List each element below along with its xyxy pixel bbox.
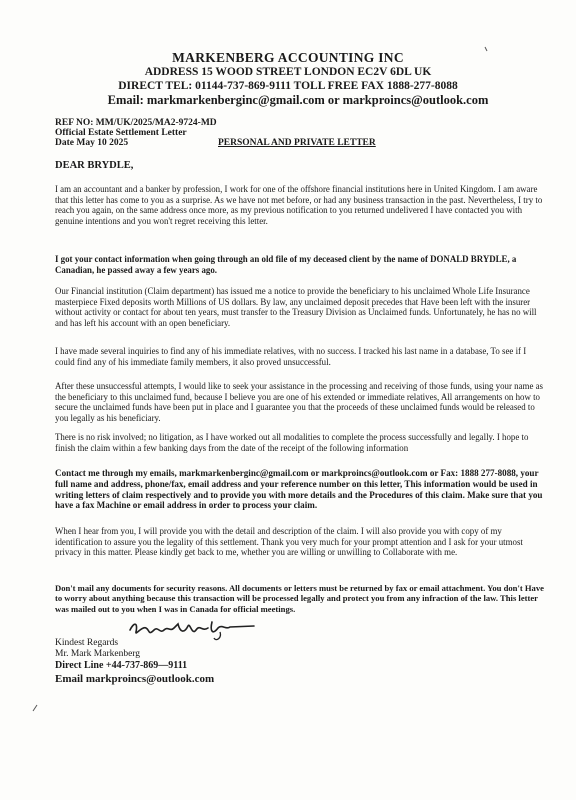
- company-phones: DIRECT TEL: 01144-737-869-9111 TOLL FREE FAX 1888-277-8088: [118, 80, 458, 92]
- paragraph-no-risk: There is no risk involved; no litigation, as I have worked out all modalities to complete the process successfully and legally. I hope to finish the claim within a few banking days from the date of the receipt of the following information: [55, 432, 529, 453]
- sender-name: Mr. Mark Markenberg: [55, 649, 141, 659]
- paragraph-intro: I am an accountant and a banker by profession, I work for one of the offshore financial institutions here in United Kingdom. I am aware that this letter has come to you as a surprise. As we have not met before, or had any business transaction in the past. Nevertheless, I try to reach you again, on the same address once more, as my previous notification to you returned undelivered I have contacted you with genuine intentions and you won't regret receiving this letter.: [55, 184, 543, 226]
- sender-email: Email markproincs@outlook.com: [55, 673, 215, 685]
- document-title: Official Estate Settlement Letter: [55, 128, 187, 138]
- scan-speck: [484, 46, 490, 52]
- paragraph-deceased-client: I got your contact information when going through an old file of my deceased client by the name of DONALD BRYDLE, a Canadian, he passed away a few years ago.: [55, 254, 517, 275]
- company-name: MARKENBERG ACCOUNTING INC: [172, 50, 404, 65]
- paragraph-contact: Contact me through my emails, markmarkenberginc@gmail.com or markproincs@outlook.com or Fax: 1888 277-8088, your full name and address, phone/fax, email address and your reference number on this letter, This information would be used in writing letters of claim respectively and to provide you with more details and the Procedures of this claim. Make sure that you have a fax Machine or email address in order to process your claim.: [55, 468, 543, 511]
- paragraph-claim-notice: Our Financial institution (Claim department) has issued me a notice to provide the beneficiary to his unclaimed Whole Life Insurance masterpiece Fixed deposits worth Millions of US dollars. By law, any unclaimed deposit precedes that Have been left with the insurer without activity or contact for about ten years, must transfer to the Treasury Division as Unclaimed funds. Unfortunately, he has no will and has left his account with an open beneficiary.: [55, 286, 537, 328]
- handwritten-signature: [128, 618, 258, 644]
- scan-speck: [32, 704, 38, 712]
- company-address: ADDRESS 15 WOOD STREET LONDON EC2V 6DL UK: [144, 66, 432, 78]
- sender-direct-line: Direct Line +44-737-869—9111: [55, 660, 188, 671]
- paragraph-next-steps: When I hear from you, I will provide you with the detail and description of the claim. I will also provide you with copy of my identification to assure you the legality of this settlement. Thank you very much for your prompt attention and I ask for your utmost privacy in this matter. Please kindly get back to me, whether you are willing or unwilling to Collaborate with me.: [55, 526, 523, 558]
- paragraph-security-notice: Don't mail any documents for security reasons. All documents or letters must be returned by fax or email attachment. You don't Have to worry about anything because this transaction will be processed legally and protect you from any infraction of the law. This letter was mailed out to you when I was in Canada for official meetings.: [55, 583, 544, 614]
- letter-date: Date May 10 2025: [55, 138, 129, 148]
- salutation: DEAR BRYDLE,: [55, 160, 134, 171]
- paragraph-assistance: After these unsuccessful attempts, I would like to seek your assistance in the processing and receiving of those funds, using your name as the beneficiary to this unclaimed fund, because I believe you are one of his extended or immediate relatives, All arrangements on how to secure the unclaimed funds have been put in place and I guarantee you that the proceeds of these unclaimed funds would be released to you legally as his beneficiary.: [55, 381, 544, 423]
- closing-regards: Kindest Regards: [55, 638, 119, 648]
- company-email: Email: markmarkenberginc@gmail.com or markproincs@outlook.com: [107, 93, 489, 107]
- paragraph-inquiries: I have made several inquiries to find any of his immediate relatives, with no success. I tracked his last name in a database, To see if I could find any of his immediate family members, it also proved unsuccessful.: [55, 346, 527, 367]
- reference-number: REF NO: MM/UK/2025/MA2-9724-MD: [55, 118, 217, 128]
- letter-subject: PERSONAL AND PRIVATE LETTER: [218, 138, 376, 148]
